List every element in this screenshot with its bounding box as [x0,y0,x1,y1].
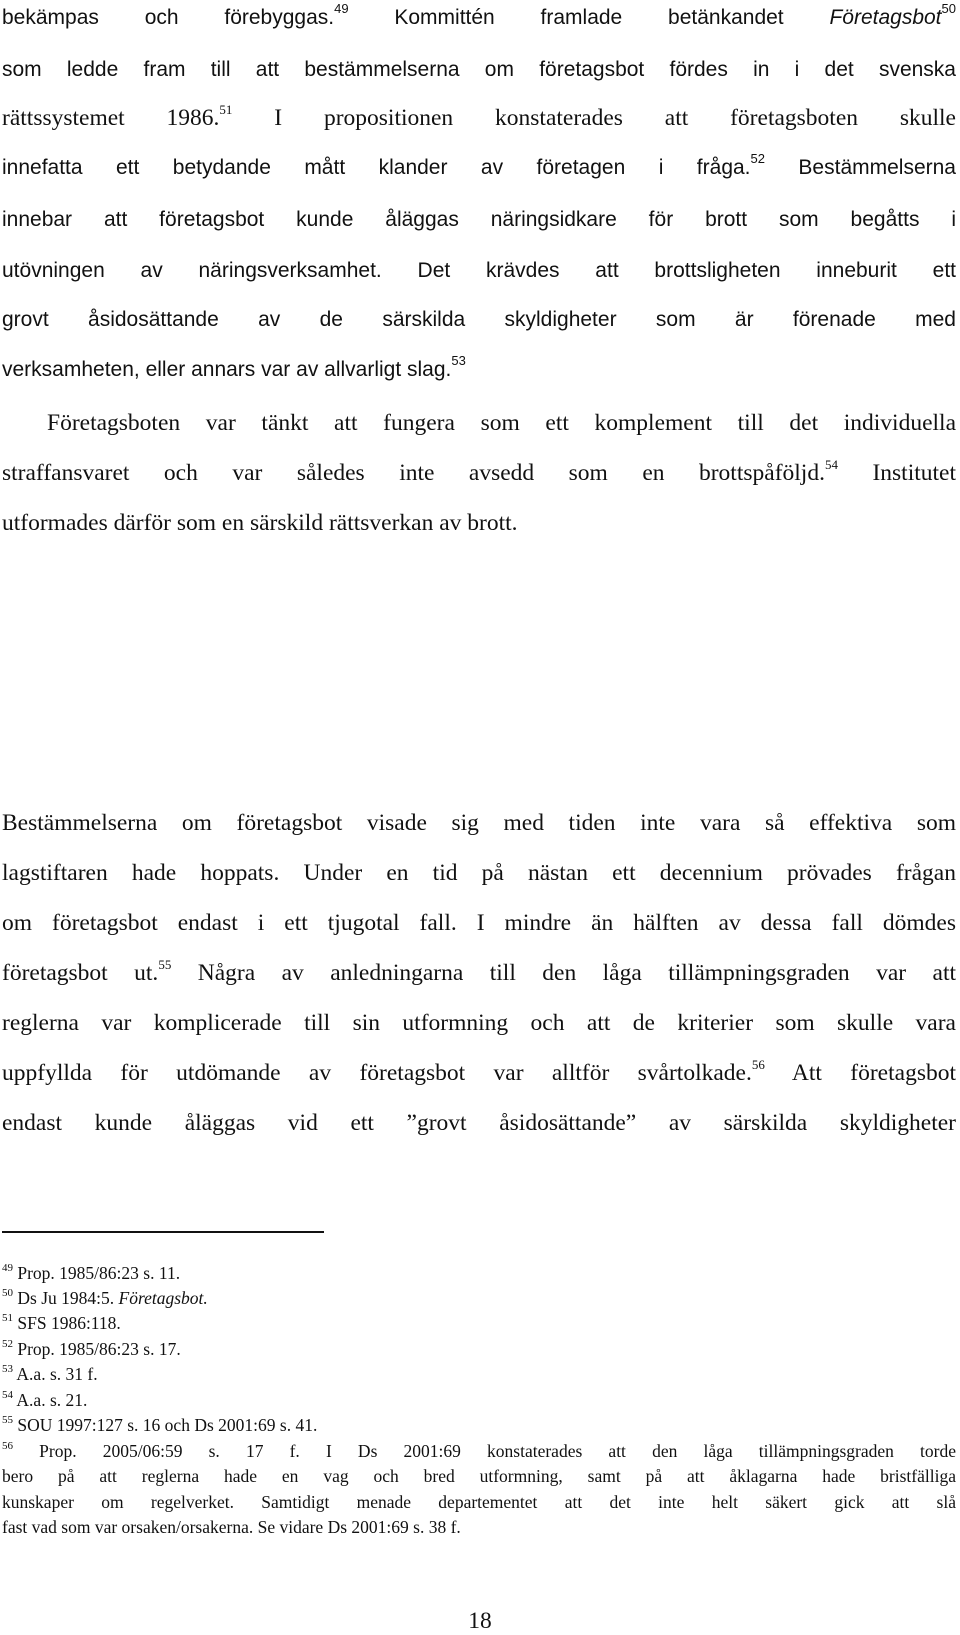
footnote [2,1287,956,1309]
footnote-ref: 52 [750,151,765,166]
footnote-ref: 49 [334,1,349,16]
footnote-number: 53 [2,1363,13,1375]
body-line [2,153,956,183]
text: Några av anledningarna till den låga tillämpningsgraden var att [171,960,957,986]
footnote-ref: 53 [451,353,466,368]
text: innefatta ett betydande mått klander av företagen i fråga. [2,156,751,179]
footnote-continuation: kunskaper om regelverket. Samtidigt menade departementet att det inte helt säkert gick att slå [2,1492,956,1512]
text: bekämpas och förebyggas. [2,6,335,29]
body-line [2,103,956,133]
footnote-text: A.a. s. 21. [16,1390,88,1410]
footnote [2,1389,956,1411]
text: Kommittén framlade betänkandet [348,6,830,29]
footnote-text: Prop. 1985/86:23 s. 17. [17,1339,181,1359]
text: Att företagsbot [764,1060,956,1086]
footnote-number: 52 [2,1338,13,1350]
footnote-text: A.a. s. 31 f. [16,1364,98,1384]
footnote-ref: 51 [219,102,233,117]
italic-title: Företagsbot [829,6,942,29]
body-line [2,355,956,385]
text: Institutet [837,460,956,486]
body-line [2,958,956,988]
body-line: om företagsbot endast i ett tjugotal fall. I mindre än hälften av dessa fall dömdes [2,910,956,936]
footnote-text: SFS 1986:118. [17,1313,121,1333]
body-line: lagstiftaren hade hoppats. Under en tid på nästan ett decennium prövades frågan [2,860,956,886]
footnote-ref: 54 [824,457,838,472]
footnote-text: Prop. 2005/06:59 s. 17 f. I Ds 2001:69 konstaterades att den låga tillämpningsgraden torde [39,1441,957,1461]
body-line: innebar att företagsbot kunde åläggas näringsidkare för brott som begåtts i [2,208,956,231]
footnote-text: Ds Ju 1984:5. [17,1288,119,1308]
footnote-text: Prop. 1985/86:23 s. 11. [17,1263,181,1283]
text: straffansvaret och var således inte avsedd som en brottspåföljd. [2,460,825,486]
text: verksamheten, eller annars var av allvarligt slag. [2,358,452,381]
body-line: grovt åsidosättande av de särskilda skyldigheter som är förenade med [2,308,956,331]
text: utövningen av näringsverksamhet. [2,259,382,282]
body-line: som ledde fram till att bestämmelserna om företagsbot fördes in i det svenska [2,58,956,81]
footnote [2,1262,956,1284]
body-line [2,3,956,33]
footnote-number: 49 [2,1262,13,1274]
body-line [2,1058,956,1088]
text: rättssystemet 1986. [2,105,220,131]
body-line: utformades därför som en särskild rättsverkan av brott. [2,510,518,536]
footnote-ref: 50 [941,1,956,16]
text: företagsbot ut. [2,960,159,986]
footnote [2,1338,956,1360]
body-line: Bestämmelserna om företagsbot visade sig med tiden inte vara så effektiva som [2,810,956,836]
footnote [2,1440,956,1462]
footnote-continuation: bero på att reglerna hade en vag och bred utformning, samt på att åklagarna hade bristfälliga [2,1466,956,1486]
body-line: endast kunde åläggas vid ett ”grovt åsidosättande” av särskilda skyldigheter [2,1110,956,1136]
text: Det krävdes att brottsligheten inneburit ett [381,259,956,282]
footnote-ref: 56 [751,1057,765,1072]
text: I propositionen konstaterades att företagsboten skulle [232,105,956,131]
footnote-ref: 55 [158,957,172,972]
footnote-text: SOU 1997:127 s. 16 och Ds 2001:69 s. 41. [17,1415,318,1435]
body-line [2,256,956,286]
body-line [2,458,956,488]
italic-title: Företagsbot. [118,1288,208,1308]
footnote [2,1312,956,1334]
footnote-number: 51 [2,1312,13,1324]
page-number: 18 [468,1608,492,1634]
footnote-number: 54 [2,1389,13,1401]
footnote-number: 50 [2,1287,13,1299]
footnote [2,1414,956,1436]
body-line: reglerna var komplicerade till sin utformning och att de kriterier som skulle vara [2,1010,956,1036]
footnote-continuation: fast vad som var orsaken/orsakerna. Se vidare Ds 2001:69 s. 38 f. [2,1517,461,1537]
text: uppfyllda för utdömande av företagsbot var alltför svårtolkade. [2,1060,752,1086]
body-line: Företagsboten var tänkt att fungera som ett komplement till det individuella [47,410,956,436]
footnote [2,1363,956,1385]
text: Bestämmelserna [764,156,956,179]
footnote-number: 55 [2,1414,13,1426]
footnote-separator [2,1231,324,1233]
footnote-number: 56 [2,1440,13,1452]
